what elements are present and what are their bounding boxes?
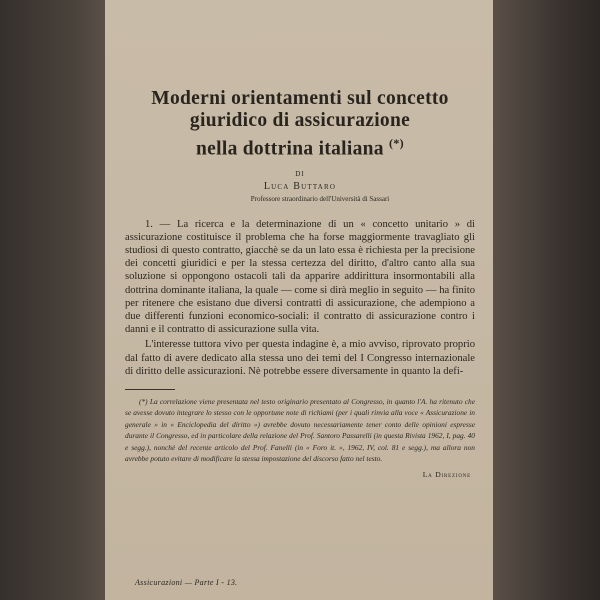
footnote-divider bbox=[125, 389, 175, 390]
article-title bbox=[125, 88, 475, 161]
byline-di: DI bbox=[295, 169, 305, 178]
author-name: Luca Buttaro bbox=[263, 180, 337, 192]
body-paragraph-1: 1. — La ricerca e la determinazione di un « concetto unitario » di assicurazione costituisce il problema che ha forse maggiormente travagliato gli studiosi di questo contratto, giacchè se da un lato essa è richiesta per la precisione dei concetti giuridici e per la stessa certezza del diritto, d'altro canto alla sua soluzione si oppongono ostacoli tali da apparire addirittura insormontabili alla dottrina dominante italiana, la quale — come si dirà meglio in seguito — ha finito per ritenere che esistano due diversi contratti di assicurazione, che adempiono a due differenti funzioni economico-sociali: il contratto di assicurazione contro i danni e il contratto di assicurazione sulla vita. bbox=[125, 218, 475, 336]
title-line-3: nella dottrina italiana bbox=[196, 138, 384, 160]
background-right bbox=[492, 0, 600, 600]
document-page bbox=[105, 0, 493, 600]
body-paragraph-2: L'interesse tuttora vivo per questa indagine è, a mio avviso, riprovato proprio dal fatto di avere dedicato alla stessa uno dei temi del I Congresso internazionale di diritto delle assicurazioni. Nè potrebbe essere diversamente in quanto la defi- bbox=[125, 339, 475, 377]
running-footer: Assicurazioni — Parte I - 13. bbox=[135, 578, 238, 587]
title-line-1: Moderni orientamenti sul concetto bbox=[151, 88, 449, 109]
title-line-2: giuridico di assicurazione bbox=[189, 110, 411, 131]
title-footnote-mark: (*) bbox=[389, 136, 404, 150]
background-left bbox=[0, 0, 105, 600]
footnote-signature: La Direzione bbox=[422, 470, 471, 480]
author-affiliation: Professore straordinario dell'Università di Sassari bbox=[250, 194, 390, 203]
footnote-text: (*) La correlazione viene presentata nel testo originario presentato al Congresso, in quanto l'A. ha ritenuto che se avesse dovuto integrare lo stesso con le opportune note di richiami (per i quali rinvia alla voce « Assicurazione in generale » in « Enciclopedia del diritto ») avrebbe dovuto necessariamente tener conto delle opinioni espresse durante il Congresso, ed in particolare della relazione del Prof. Santoro Passarelli (in questa Rivista 1962, I, pag. 40 e segg.), nonchè del recente articolo del Prof. Fanelli (in « Foro it. », 1962, IV, col. 81 e segg.), ma allora non avrebbe potuto evitare di modificare la stessa impostazione del discorso fatto nel testo. bbox=[125, 396, 475, 463]
